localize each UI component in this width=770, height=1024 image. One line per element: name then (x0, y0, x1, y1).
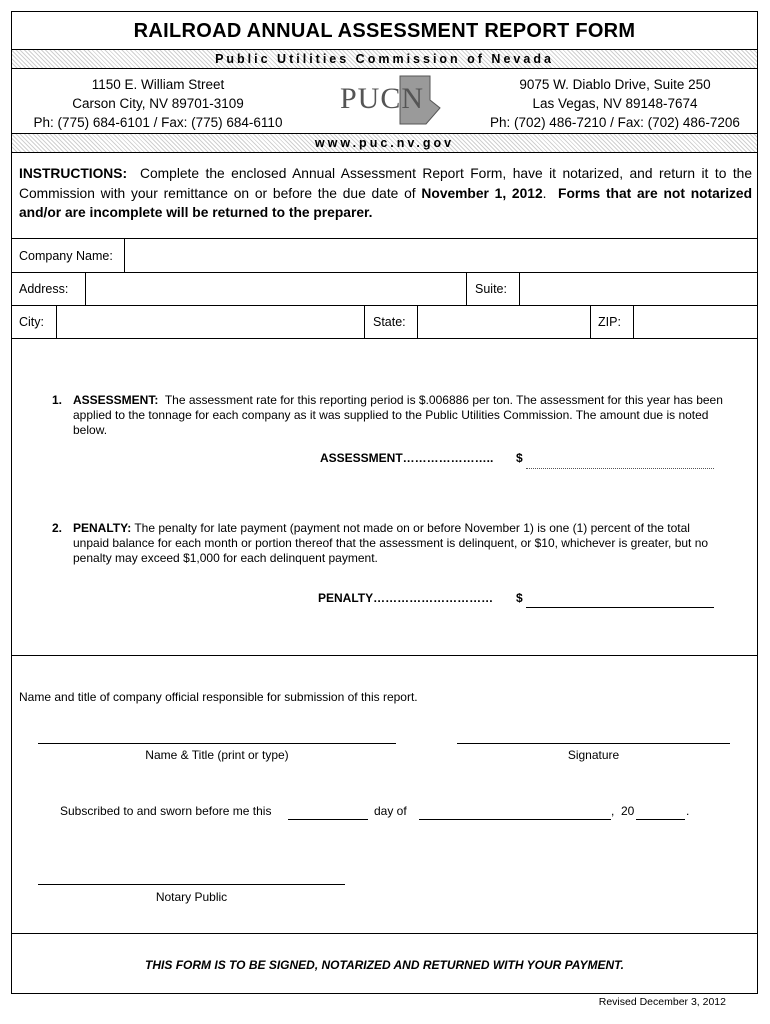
assessment-line-label: ASSESSMENT………………….. (320, 451, 494, 465)
address-line: 1150 E. William Street (91, 77, 225, 92)
divider (12, 152, 757, 153)
month-field[interactable] (419, 803, 611, 820)
cell-divider (364, 305, 365, 338)
period: . (686, 804, 690, 818)
address-field[interactable] (86, 273, 465, 305)
city-field[interactable] (57, 306, 363, 338)
address-line: Ph: (775) 684-6101 / Fax: (775) 684-6110 (33, 115, 283, 130)
year-prefix: 20 (621, 804, 635, 818)
instructions: INSTRUCTIONS: Complete the enclosed Annual Assessment Report Form, have it notarized, and return it to the Commission with your remittance on or before the due date of November 1, 2012. Forms that are not notarized and/or are incomplete will be returned to the preparer. (19, 166, 753, 220)
city-label: City: (19, 315, 44, 329)
instructions-text: Complete the enclosed Annual Assessment Report Form, have it notarized, and return it to the Commission with your remittance on or before the due date of (19, 166, 753, 201)
footer-notice: THIS FORM IS TO BE SIGNED, NOTARIZED AND RETURNED WITH YOUR PAYMENT. (145, 958, 624, 972)
assessment-paragraph (73, 393, 723, 438)
due-date: November 1, 2012 (421, 185, 543, 201)
address-line: 9075 W. Diablo Drive, Suite 250 (519, 77, 711, 92)
pucn-logo (336, 70, 444, 126)
divider (12, 655, 757, 656)
carson-city-address (18, 75, 298, 132)
revised-date: Revised December 3, 2012 (598, 996, 726, 1008)
address-line: Las Vegas, NV 89148-7674 (532, 96, 698, 111)
form-title: RAILROAD ANNUAL ASSESSMENT REPORT FORM (133, 20, 636, 42)
state-field[interactable] (418, 306, 589, 338)
assessment-amount-field[interactable] (526, 451, 714, 469)
comma: , (611, 804, 615, 818)
divider (12, 933, 757, 934)
signature-field[interactable] (457, 726, 730, 744)
form-border (11, 11, 758, 994)
address-label: Address: (19, 282, 69, 296)
name-title-field[interactable] (38, 726, 396, 744)
penalty-amount-field[interactable] (526, 590, 714, 608)
instructions-label: INSTRUCTIONS: (19, 166, 128, 181)
name-title-caption: Name & Title (print or type) (145, 748, 289, 762)
assessment-label: ASSESSMENT: (73, 393, 159, 407)
agency-band: Public Utilities Commission of Nevada (12, 50, 757, 68)
penalty-paragraph (73, 521, 728, 566)
notary-caption: Notary Public (155, 890, 228, 904)
penalty-text: The penalty for late payment (payment not made on or before November 1) is one (1) percent of the total unpaid balance for each month or portion thereof that the assessment is delinquent, or $10, whichever is greater, but no penalty may exceed $1,000 for each delinquent payment. (73, 521, 709, 565)
assessment-text: The assessment rate for this reporting period is $.006886 per ton. The assessment for this year has been applied to the tonnage for each company as it was supplied to the Public Utilities Commission. The amount due is noted below. (73, 393, 723, 437)
penalty-line-label: PENALTY………………………… (318, 591, 494, 605)
website-band: www.puc.nv.gov (12, 134, 757, 152)
signature-caption: Signature (567, 748, 620, 762)
zip-field[interactable] (634, 306, 757, 338)
penalty-currency: $ (516, 591, 523, 605)
divider (12, 68, 757, 69)
company-name-label: Company Name: (19, 249, 113, 263)
cell-divider (466, 272, 467, 305)
assessment-number: 1. (52, 393, 63, 407)
company-name-field[interactable] (125, 239, 757, 272)
instructions-warning: Forms that are not notarized and/or are incomplete will be returned to the preparer. (19, 185, 753, 220)
signature-intro: Name and title of company official responsible for submission of this report. (19, 690, 418, 704)
notary-field[interactable] (38, 867, 345, 885)
suite-field[interactable] (520, 273, 757, 305)
state-label: State: (373, 315, 406, 329)
penalty-number: 2. (52, 521, 63, 535)
assessment-currency: $ (516, 451, 523, 465)
subscribed-text: Subscribed to and sworn before me this (60, 804, 272, 818)
zip-label: ZIP: (598, 315, 621, 329)
address-line: Carson City, NV 89701-3109 (72, 96, 244, 111)
address-line: Ph: (702) 486-7210 / Fax: (702) 486-7206 (490, 115, 740, 130)
las-vegas-address (472, 75, 758, 132)
logo-lettering: PUCN (340, 82, 425, 115)
cell-divider (590, 305, 591, 338)
day-field[interactable] (288, 803, 368, 820)
penalty-label: PENALTY: (73, 521, 132, 535)
day-of-text: day of (374, 804, 407, 818)
suite-label: Suite: (475, 282, 507, 296)
year-field[interactable] (636, 803, 685, 820)
divider (12, 338, 757, 339)
